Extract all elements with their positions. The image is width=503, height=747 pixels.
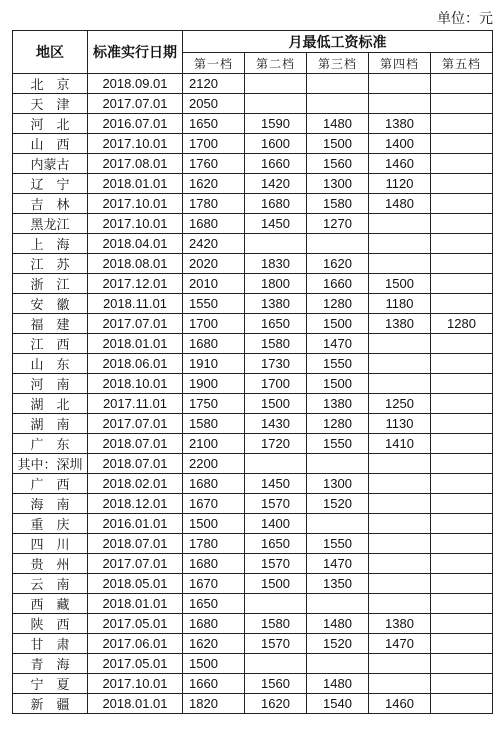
region-cell: 贵 州 — [13, 554, 88, 574]
tier-2-cell: 1580 — [245, 334, 307, 354]
tier-4-cell: 1500 — [369, 274, 431, 294]
tier-1-cell: 2420 — [183, 234, 245, 254]
date-cell: 2017.05.01 — [88, 614, 183, 634]
tier-3-cell: 1620 — [307, 254, 369, 274]
tier-5-cell — [431, 274, 493, 294]
table-row — [13, 194, 493, 214]
region-cell: 新 疆 — [13, 694, 88, 714]
tier-1-cell: 1680 — [183, 334, 245, 354]
tier-1-cell: 1700 — [183, 314, 245, 334]
region-cell: 安 徽 — [13, 294, 88, 314]
table-row — [13, 474, 493, 494]
tier-4-cell — [369, 374, 431, 394]
tier-1-cell: 2120 — [183, 74, 245, 94]
tier-2-header: 第二档 — [245, 53, 307, 74]
tier-5-cell — [431, 654, 493, 674]
tier-3-cell: 1560 — [307, 154, 369, 174]
date-cell: 2017.10.01 — [88, 674, 183, 694]
table-row — [13, 74, 493, 94]
tier-4-cell — [369, 514, 431, 534]
tier-3-cell: 1300 — [307, 474, 369, 494]
tier-2-cell: 1380 — [245, 294, 307, 314]
table-row — [13, 374, 493, 394]
date-cell: 2017.06.01 — [88, 634, 183, 654]
tier-4-cell — [369, 234, 431, 254]
tier-4-cell — [369, 254, 431, 274]
date-header: 标准实行日期 — [88, 31, 183, 74]
tier-5-cell: 1280 — [431, 314, 493, 334]
tier-4-header: 第四档 — [369, 53, 431, 74]
tier-2-cell: 1450 — [245, 474, 307, 494]
tier-2-cell: 1830 — [245, 254, 307, 274]
tier-3-cell: 1480 — [307, 674, 369, 694]
tier-3-cell — [307, 74, 369, 94]
tier-5-cell — [431, 154, 493, 174]
date-cell: 2017.12.01 — [88, 274, 183, 294]
tier-1-cell: 1550 — [183, 294, 245, 314]
table-body — [13, 74, 493, 714]
tier-2-cell: 1580 — [245, 614, 307, 634]
tier-5-cell — [431, 614, 493, 634]
tier-2-cell: 1430 — [245, 414, 307, 434]
tier-4-cell: 1380 — [369, 614, 431, 634]
tier-3-cell: 1520 — [307, 494, 369, 514]
region-cell: 其中：深圳 — [13, 454, 88, 474]
tier-3-cell — [307, 94, 369, 114]
date-cell: 2017.07.01 — [88, 94, 183, 114]
tier-3-cell: 1520 — [307, 634, 369, 654]
tier-1-cell: 1900 — [183, 374, 245, 394]
date-cell: 2018.01.01 — [88, 694, 183, 714]
tier-3-cell — [307, 654, 369, 674]
region-cell: 河 南 — [13, 374, 88, 394]
tier-4-cell: 1180 — [369, 294, 431, 314]
region-cell: 内蒙古 — [13, 154, 88, 174]
tier-4-cell: 1460 — [369, 694, 431, 714]
tier-2-cell: 1450 — [245, 214, 307, 234]
region-header: 地区 — [13, 31, 88, 74]
tier-5-cell — [431, 414, 493, 434]
tier-2-cell — [245, 454, 307, 474]
tier-4-cell: 1120 — [369, 174, 431, 194]
tier-1-cell: 1760 — [183, 154, 245, 174]
tier-4-cell — [369, 94, 431, 114]
tier-3-cell: 1480 — [307, 114, 369, 134]
date-cell: 2018.11.01 — [88, 294, 183, 314]
tier-1-cell: 1680 — [183, 214, 245, 234]
tier-2-cell: 1620 — [245, 694, 307, 714]
date-cell: 2018.05.01 — [88, 574, 183, 594]
table-row — [13, 654, 493, 674]
table-row — [13, 394, 493, 414]
table-row — [13, 334, 493, 354]
tier-1-cell: 1650 — [183, 594, 245, 614]
tier-2-cell: 1400 — [245, 514, 307, 534]
tier-4-cell — [369, 474, 431, 494]
tier-5-cell — [431, 434, 493, 454]
date-cell: 2018.09.01 — [88, 74, 183, 94]
date-cell: 2018.07.01 — [88, 534, 183, 554]
tier-3-cell: 1540 — [307, 694, 369, 714]
date-cell: 2017.08.01 — [88, 154, 183, 174]
date-cell: 2018.01.01 — [88, 174, 183, 194]
tier-5-cell — [431, 354, 493, 374]
tier-3-cell: 1280 — [307, 294, 369, 314]
tier-2-cell — [245, 74, 307, 94]
region-cell: 福 建 — [13, 314, 88, 334]
tier-2-cell: 1700 — [245, 374, 307, 394]
tier-5-cell — [431, 694, 493, 714]
region-cell: 上 海 — [13, 234, 88, 254]
unit-label: 单位：元 — [437, 11, 493, 27]
tier-3-cell: 1470 — [307, 554, 369, 574]
date-cell: 2017.10.01 — [88, 134, 183, 154]
tier-1-cell: 1620 — [183, 634, 245, 654]
tier-2-cell: 1570 — [245, 554, 307, 574]
date-cell: 2017.07.01 — [88, 554, 183, 574]
tier-3-cell: 1380 — [307, 394, 369, 414]
date-cell: 2017.10.01 — [88, 214, 183, 234]
region-cell: 广 西 — [13, 474, 88, 494]
tier-5-cell — [431, 634, 493, 654]
table-row — [13, 454, 493, 474]
tier-3-cell: 1500 — [307, 314, 369, 334]
tier-3-cell: 1500 — [307, 134, 369, 154]
tier-2-cell: 1650 — [245, 534, 307, 554]
date-cell: 2018.01.01 — [88, 594, 183, 614]
tier-1-cell: 1620 — [183, 174, 245, 194]
tier-5-cell — [431, 674, 493, 694]
date-cell: 2017.11.01 — [88, 394, 183, 414]
tier-1-cell: 1750 — [183, 394, 245, 414]
table-row — [13, 154, 493, 174]
tier-5-cell — [431, 94, 493, 114]
tier-1-cell: 1910 — [183, 354, 245, 374]
tier-5-cell — [431, 534, 493, 554]
tier-2-cell — [245, 94, 307, 114]
tier-4-cell — [369, 494, 431, 514]
table-row — [13, 414, 493, 434]
tier-1-header: 第一档 — [183, 53, 245, 74]
tier-1-cell: 1670 — [183, 494, 245, 514]
tier-4-cell: 1460 — [369, 154, 431, 174]
region-cell: 西 藏 — [13, 594, 88, 614]
tier-1-cell: 1680 — [183, 554, 245, 574]
tier-4-cell: 1250 — [369, 394, 431, 414]
tier-4-cell — [369, 674, 431, 694]
tier-1-cell: 1700 — [183, 134, 245, 154]
region-cell: 吉 林 — [13, 194, 88, 214]
tier-4-cell — [369, 334, 431, 354]
tier-2-cell: 1420 — [245, 174, 307, 194]
tier-2-cell: 1660 — [245, 154, 307, 174]
tier-3-cell: 1270 — [307, 214, 369, 234]
tier-4-cell — [369, 654, 431, 674]
region-cell: 甘 肃 — [13, 634, 88, 654]
tier-4-cell: 1130 — [369, 414, 431, 434]
table-row — [13, 514, 493, 534]
minimum-wage-table — [12, 30, 493, 714]
table-row — [13, 134, 493, 154]
region-cell: 江 苏 — [13, 254, 88, 274]
tier-2-cell — [245, 234, 307, 254]
tier-3-cell — [307, 234, 369, 254]
tier-5-cell — [431, 594, 493, 614]
region-cell: 广 东 — [13, 434, 88, 454]
tier-2-cell: 1680 — [245, 194, 307, 214]
tier-2-cell: 1570 — [245, 494, 307, 514]
date-cell: 2018.12.01 — [88, 494, 183, 514]
table-row — [13, 434, 493, 454]
tier-5-cell — [431, 234, 493, 254]
tier-2-cell: 1600 — [245, 134, 307, 154]
tier-1-cell: 1680 — [183, 614, 245, 634]
table-row — [13, 354, 493, 374]
table-row — [13, 94, 493, 114]
date-cell: 2018.07.01 — [88, 454, 183, 474]
tier-5-cell — [431, 114, 493, 134]
tier-2-cell: 1730 — [245, 354, 307, 374]
table-row — [13, 634, 493, 654]
tier-5-cell — [431, 474, 493, 494]
table-row — [13, 614, 493, 634]
tier-1-cell: 1650 — [183, 114, 245, 134]
tier-5-cell — [431, 74, 493, 94]
table-row — [13, 234, 493, 254]
table-row — [13, 674, 493, 694]
tier-4-cell — [369, 214, 431, 234]
tier-5-cell — [431, 394, 493, 414]
tier-3-cell: 1280 — [307, 414, 369, 434]
date-cell: 2018.01.01 — [88, 334, 183, 354]
tier-3-cell: 1550 — [307, 534, 369, 554]
tier-3-cell: 1350 — [307, 574, 369, 594]
tier-5-cell — [431, 214, 493, 234]
tier-4-cell: 1380 — [369, 314, 431, 334]
tier-1-cell: 1670 — [183, 574, 245, 594]
tier-3-cell: 1480 — [307, 614, 369, 634]
table-row — [13, 534, 493, 554]
region-cell: 湖 南 — [13, 414, 88, 434]
tier-4-cell: 1470 — [369, 634, 431, 654]
region-cell: 浙 江 — [13, 274, 88, 294]
tier-1-cell: 1500 — [183, 514, 245, 534]
tier-4-cell — [369, 354, 431, 374]
tier-2-cell: 1590 — [245, 114, 307, 134]
table-row — [13, 254, 493, 274]
tier-4-cell — [369, 594, 431, 614]
tier-5-header: 第五档 — [431, 53, 493, 74]
header-row-1 — [13, 31, 493, 53]
tier-3-cell: 1550 — [307, 434, 369, 454]
tier-5-cell — [431, 334, 493, 354]
tier-3-cell — [307, 514, 369, 534]
table-row — [13, 594, 493, 614]
table-row — [13, 314, 493, 334]
date-cell: 2018.06.01 — [88, 354, 183, 374]
tier-5-cell — [431, 494, 493, 514]
table-row — [13, 214, 493, 234]
region-cell: 宁 夏 — [13, 674, 88, 694]
tier-4-cell — [369, 74, 431, 94]
region-cell: 河 北 — [13, 114, 88, 134]
tier-5-cell — [431, 514, 493, 534]
tier-3-cell: 1660 — [307, 274, 369, 294]
tier-4-cell: 1400 — [369, 134, 431, 154]
date-cell: 2018.08.01 — [88, 254, 183, 274]
date-cell: 2016.07.01 — [88, 114, 183, 134]
tier-5-cell — [431, 194, 493, 214]
date-cell: 2017.07.01 — [88, 314, 183, 334]
date-cell: 2018.04.01 — [88, 234, 183, 254]
region-cell: 辽 宁 — [13, 174, 88, 194]
tier-1-cell: 2100 — [183, 434, 245, 454]
tier-2-cell: 1500 — [245, 574, 307, 594]
tier-3-header: 第三档 — [307, 53, 369, 74]
tier-1-cell: 2020 — [183, 254, 245, 274]
tier-2-cell: 1500 — [245, 394, 307, 414]
region-cell: 陕 西 — [13, 614, 88, 634]
tier-4-cell — [369, 534, 431, 554]
tier-1-cell: 1820 — [183, 694, 245, 714]
table-row — [13, 694, 493, 714]
tier-3-cell: 1580 — [307, 194, 369, 214]
tier-1-cell: 2050 — [183, 94, 245, 114]
tier-5-cell — [431, 374, 493, 394]
region-cell: 北 京 — [13, 74, 88, 94]
tier-5-cell — [431, 574, 493, 594]
date-cell: 2018.02.01 — [88, 474, 183, 494]
table-row — [13, 114, 493, 134]
region-cell: 四 川 — [13, 534, 88, 554]
region-cell: 黑龙江 — [13, 214, 88, 234]
tier-2-cell: 1720 — [245, 434, 307, 454]
date-cell: 2017.05.01 — [88, 654, 183, 674]
date-cell: 2017.10.01 — [88, 194, 183, 214]
tier-3-cell — [307, 454, 369, 474]
wage-group-header: 月最低工资标准 — [183, 31, 493, 53]
table-row — [13, 574, 493, 594]
tier-2-cell — [245, 594, 307, 614]
tier-2-cell: 1800 — [245, 274, 307, 294]
tier-3-cell — [307, 594, 369, 614]
tier-4-cell: 1410 — [369, 434, 431, 454]
tier-5-cell — [431, 174, 493, 194]
tier-2-cell: 1560 — [245, 674, 307, 694]
tier-1-cell: 1580 — [183, 414, 245, 434]
region-cell: 天 津 — [13, 94, 88, 114]
tier-5-cell — [431, 554, 493, 574]
tier-5-cell — [431, 294, 493, 314]
tier-1-cell: 1680 — [183, 474, 245, 494]
tier-4-cell: 1480 — [369, 194, 431, 214]
tier-2-cell: 1570 — [245, 634, 307, 654]
region-cell: 江 西 — [13, 334, 88, 354]
tier-4-cell — [369, 574, 431, 594]
tier-1-cell: 1780 — [183, 534, 245, 554]
table-row — [13, 274, 493, 294]
tier-5-cell — [431, 254, 493, 274]
region-cell: 山 东 — [13, 354, 88, 374]
tier-2-cell — [245, 654, 307, 674]
region-cell: 山 西 — [13, 134, 88, 154]
table-row — [13, 554, 493, 574]
tier-1-cell: 2010 — [183, 274, 245, 294]
region-cell: 湖 北 — [13, 394, 88, 414]
tier-1-cell: 2200 — [183, 454, 245, 474]
date-cell: 2017.07.01 — [88, 414, 183, 434]
table-row — [13, 494, 493, 514]
tier-4-cell — [369, 554, 431, 574]
tier-3-cell: 1550 — [307, 354, 369, 374]
tier-5-cell — [431, 134, 493, 154]
tier-4-cell: 1380 — [369, 114, 431, 134]
date-cell: 2018.07.01 — [88, 434, 183, 454]
tier-3-cell: 1300 — [307, 174, 369, 194]
date-cell: 2018.10.01 — [88, 374, 183, 394]
tier-1-cell: 1660 — [183, 674, 245, 694]
region-cell: 重 庆 — [13, 514, 88, 534]
tier-4-cell — [369, 454, 431, 474]
date-cell: 2016.01.01 — [88, 514, 183, 534]
tier-5-cell — [431, 454, 493, 474]
table-row — [13, 294, 493, 314]
tier-3-cell: 1470 — [307, 334, 369, 354]
table-row — [13, 174, 493, 194]
region-cell: 云 南 — [13, 574, 88, 594]
tier-1-cell: 1500 — [183, 654, 245, 674]
region-cell: 海 南 — [13, 494, 88, 514]
region-cell: 青 海 — [13, 654, 88, 674]
tier-1-cell: 1780 — [183, 194, 245, 214]
tier-3-cell: 1500 — [307, 374, 369, 394]
tier-2-cell: 1650 — [245, 314, 307, 334]
